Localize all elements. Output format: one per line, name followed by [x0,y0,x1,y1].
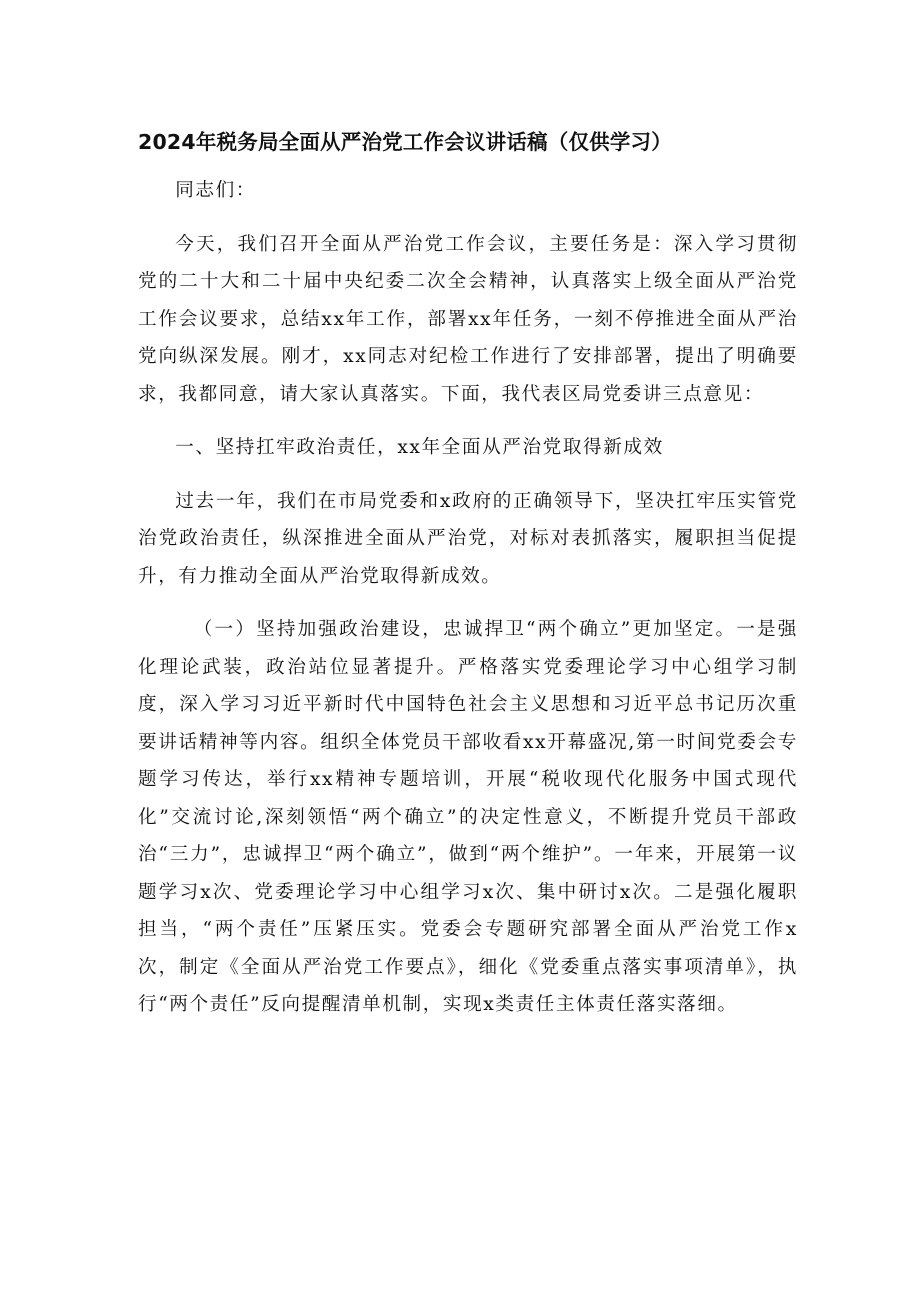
document-body [138,172,798,1024]
document-title: 2024年税务局全面从严治党工作会议讲话稿（仅供学习） [138,130,672,154]
summary-paragraph: 过去一年，我们在市局党委和x政府的正确领导下，坚决扛牢压实管党治党政治责任，纵深推进全面从严治党，对标对表抓落实，履职担当促提升，有力推动全面从严治党取得新成效。 [138,490,798,587]
subsection-paragraph: （一）坚持加强政治建设，忠诚捍卫“两个确立”更加坚定。一是强化理论武装，政治站位显著提升。严格落实党委理论学习中心组学习制度，深入学习习近平新时代中国特色社会主义思想和习近平总书记历次重要讲话精神等内容。组织全体党员干部收看xx开幕盛况,第一时间党委会专题学习传达，举行xx精神专题培训，开展“税收现代化服务中国式现代化”交流讨论,深刻领悟“两个确立”的决定性意义，不断提升党员干部政治“三力”，忠诚捍卫“两个确立”，做到“两个维护”。一年来，开展第一议题学习x次、党委理论学习中心组学习x次、集中研讨x次。二是强化履职担当，“两个责任”压紧压实。党委会专题研究部署全面从严治党工作x次，制定《全面从严治党工作要点》，细化《党委重点落实事项清单》，执行“两个责任”反向提醒清单机制，实现x类责任主体责任落实落细。 [138,619,798,1015]
salutation-paragraph: 同志们： [175,180,256,201]
section-heading: 一、坚持扛牢政治责任，xx年全面从严治党取得新成效 [175,437,664,458]
opening-paragraph: 今天，我们召开全面从严治党工作会议，主要任务是：深入学习贯彻党的二十大和二十届中央纪委二次全会精神，认真落实上级全面从严治党工作会议要求，总结xx年工作，部署xx年任务，一刻不停推进全面从严治党向纵深发展。刚才，xx同志对纪检工作进行了安排部署，提出了明确要求，我都同意，请大家认真落实。下面，我代表区局党委讲三点意见： [138,233,798,405]
